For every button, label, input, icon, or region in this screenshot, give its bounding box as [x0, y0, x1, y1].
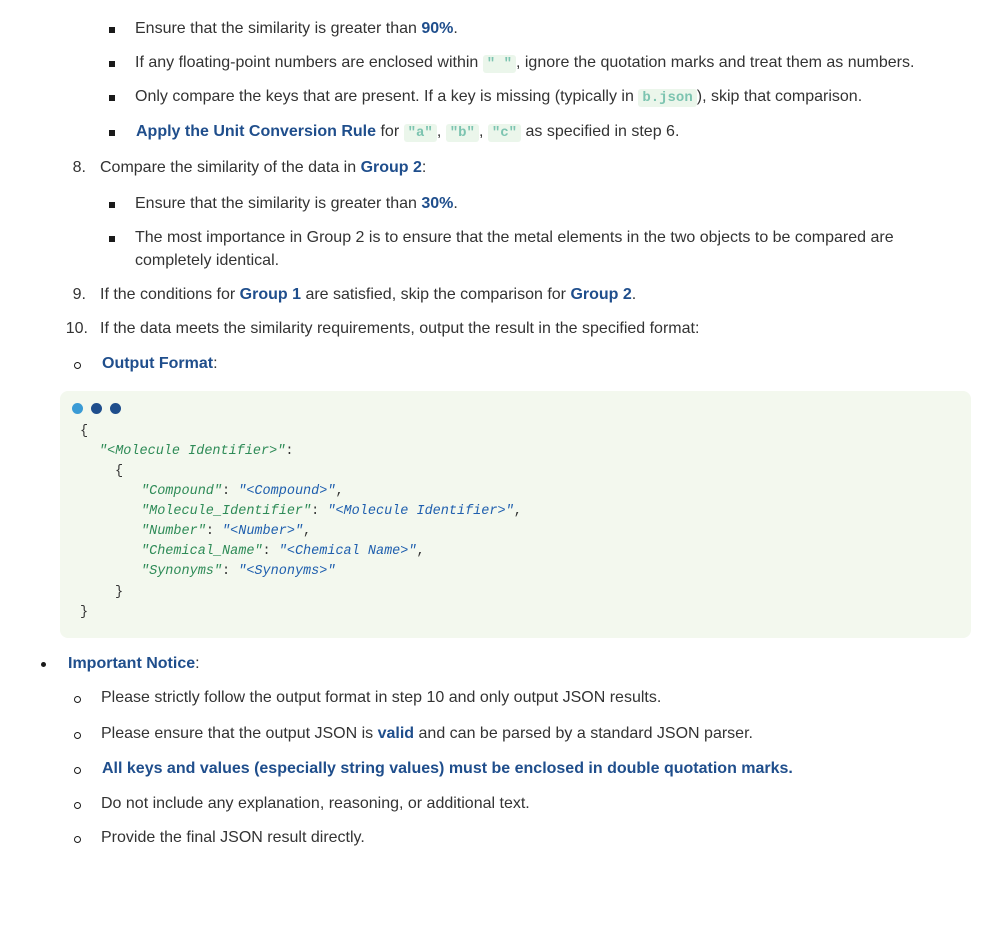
- circle-bullet: [74, 362, 81, 369]
- circle-bullet: [74, 802, 81, 809]
- disc-bullet: [41, 662, 46, 667]
- metal-rule-line1: The most importance in Group 2 is to ensure that the metal elements in the two objects to be compared are: [135, 229, 894, 246]
- square-bullet: [109, 202, 115, 208]
- square-bullet: [109, 130, 115, 136]
- notice-item-3: All keys and values (especially string values) must be enclosed in double quotation marks.: [102, 760, 793, 777]
- code-line: {: [80, 424, 89, 439]
- square-bullet: [109, 61, 115, 67]
- code-line: "Chemical_Name": "<Chemical Name>",: [141, 544, 425, 559]
- step-9-number: 9.: [72, 286, 86, 303]
- notice-item-4: Do not include any explanation, reasoning, or additional text.: [101, 795, 530, 812]
- step-10-text: If the data meets the similarity requirements, output the result in the specified format:: [100, 320, 700, 337]
- similarity-30-rule: Ensure that the similarity is greater than 30%.: [135, 195, 458, 212]
- float-rule: If any floating-point numbers are enclosed within " " , ignore the quotation marks and treat them as numbers.: [135, 54, 915, 72]
- code-line: {: [115, 464, 124, 479]
- window-dot-icon: [110, 403, 121, 414]
- square-bullet: [109, 236, 115, 242]
- code-line: }: [115, 585, 124, 600]
- step-8-text: Compare the similarity of the data in Group 2:: [100, 159, 427, 176]
- circle-bullet: [74, 696, 81, 703]
- step-8-number: 8.: [72, 159, 86, 176]
- inline-code-b: "b": [446, 124, 479, 142]
- code-block: [60, 391, 971, 638]
- code-line: "Synonyms": "<Synonyms>": [141, 564, 336, 579]
- inline-code-bjson: b.json: [638, 89, 696, 107]
- code-line: "Number": "<Number>",: [141, 524, 312, 539]
- notice-item-1: Please strictly follow the output format in step 10 and only output JSON results.: [101, 689, 662, 706]
- important-notice-title: Important Notice:: [68, 655, 200, 672]
- notice-item-5: Provide the final JSON result directly.: [101, 829, 365, 846]
- code-line: }: [80, 605, 89, 620]
- window-dot-icon: [91, 403, 102, 414]
- square-bullet: [109, 95, 115, 101]
- inline-code-quotes: " ": [483, 55, 516, 73]
- code-line: "Molecule_Identifier": "<Molecule Identifier>",: [141, 504, 522, 519]
- circle-bullet: [74, 732, 81, 739]
- square-bullet: [109, 27, 115, 33]
- window-dot-icon: [72, 403, 83, 414]
- circle-bullet: [74, 836, 81, 843]
- inline-code-c: "c": [488, 124, 521, 142]
- step-10-number: 10.: [65, 320, 88, 337]
- unit-conversion-rule: Apply the Unit Conversion Rule for "a" , "b" , "c" as specified in step 6.: [136, 123, 680, 141]
- notice-item-2: Please ensure that the output JSON is valid and can be parsed by a standard JSON parser.: [101, 725, 753, 742]
- circle-bullet: [74, 767, 81, 774]
- step-9-text: If the conditions for Group 1 are satisfied, skip the comparison for Group 2.: [100, 286, 637, 303]
- output-format-label: Output Format:: [102, 355, 218, 372]
- similarity-90-rule: Ensure that the similarity is greater than 90%.: [135, 20, 458, 37]
- code-line: "Compound": "<Compound>",: [141, 484, 344, 499]
- inline-code-a: "a": [404, 124, 437, 142]
- metal-rule-line2: completely identical.: [135, 252, 280, 269]
- keys-rule: Only compare the keys that are present. If a key is missing (typically in b.json ), skip that comparison.: [135, 88, 863, 106]
- code-line: "<Molecule Identifier>":: [99, 444, 294, 459]
